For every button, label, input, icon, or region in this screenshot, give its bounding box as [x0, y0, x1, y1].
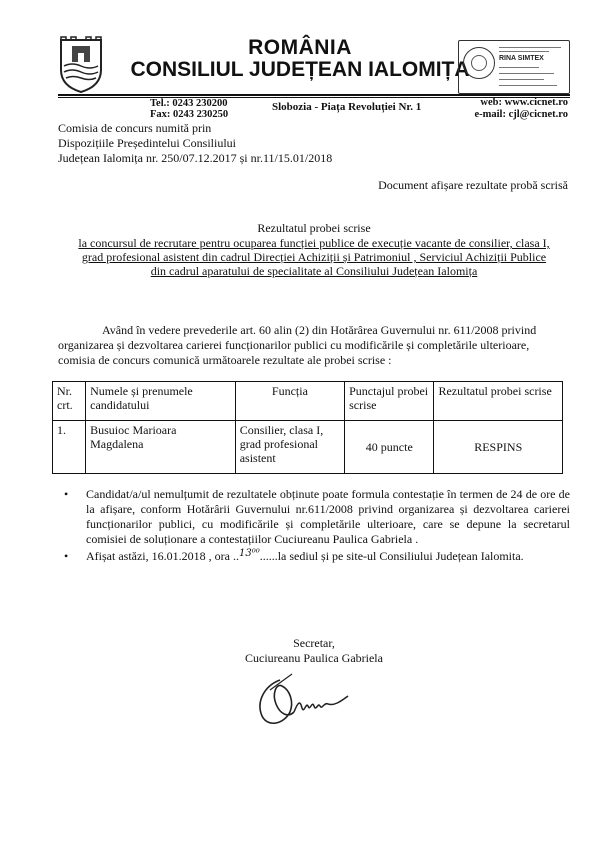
- notes-list: [58, 487, 570, 567]
- secretary-title: Secretar,: [293, 636, 335, 650]
- fax-number: Fax: 0243 230250: [150, 109, 229, 120]
- quality-certification-logo: [458, 40, 570, 94]
- results-table: [52, 381, 563, 474]
- county-coat-of-arms: [58, 36, 104, 94]
- list-item: [58, 549, 570, 565]
- result-subtitle-line-3: din cadrul aparatului de specialitate al Consiliului Județean Ialomița: [150, 264, 478, 278]
- posting-note-end: ......la sediul și pe site-ul Consiliului Județean Ialomita.: [259, 549, 524, 563]
- cell-function: Consilier, clasa I, grad profesional asistent: [235, 421, 344, 474]
- committee-line-1: Comisia de concurs numită prin: [58, 121, 212, 135]
- handwritten-time: 13⁰⁰: [238, 548, 260, 559]
- result-subtitle: [58, 236, 570, 278]
- email-link[interactable]: e-mail: cjl@cicnet.ro: [474, 109, 568, 120]
- cell-result: RESPINS: [434, 421, 563, 474]
- header-function: Funcția: [235, 382, 344, 421]
- committee-line-2: Dispozițiile Președintelui Consiliului: [58, 136, 236, 150]
- website-link[interactable]: web: www.cicnet.ro: [480, 97, 568, 108]
- table-row: [53, 421, 563, 474]
- header-nr: Nr. crt.: [53, 382, 86, 421]
- certification-brand: RINA SIMTEX: [499, 55, 544, 62]
- result-subtitle-line-2: grad profesional asistent din cadrul Direcției Achiziții și Patrimoniul , Serviciul Achiziții Publice: [81, 250, 547, 264]
- secretary-name: Cuciureanu Paulica Gabriela: [245, 651, 383, 665]
- intro-line-2: organizarea și dezvoltarea carierei funcționarilor publici cu modificările și completările ulterioare,: [58, 338, 530, 352]
- header-divider: [58, 94, 570, 96]
- contestation-note: Candidat/a/ul nemulțumit de rezultatele obținute poate formula contestație în termen de 24 de ore de la afișare, conform Hotărârii Guvernului nr.611/2008 privind organizarea și dezvoltarea carierei funcționarilor publici, cu modificările și completările ulterioare, care se depune la secretarul comisiei de soluționare a contestațiilor Cuciureanu Paulica Gabriela .: [86, 487, 570, 546]
- posting-note-start: Afișat astăzi, 16.01.2018 , ora ..: [86, 549, 239, 563]
- bullet-icon: •: [64, 487, 69, 501]
- cell-score: 40 puncte: [345, 421, 434, 474]
- certification-seal-icon: [463, 47, 495, 79]
- intro-line-3: comisia de concurs comunică următoarele rezultate ale probei scrise :: [58, 353, 392, 367]
- phone-number: Tel.: 0243 230200: [150, 98, 228, 109]
- institution-heading: CONSILIUL JUDEȚEAN IALOMIȚA: [130, 58, 470, 81]
- document-type-label: Document afișare rezultate probă scrisă: [378, 178, 568, 192]
- handwritten-signature: [250, 672, 360, 732]
- committee-line-3: Județean Ialomița nr. 250/07.12.2017 și nr.11/15.01/2018: [58, 151, 333, 165]
- bullet-icon: •: [64, 549, 69, 563]
- header-score: Punctajul probei scrise: [345, 382, 434, 421]
- header-result: Rezultatul probei scrise: [434, 382, 563, 421]
- table-header-row: [53, 382, 563, 421]
- intro-line-1: Având în vedere prevederile art. 60 alin (2) din Hotărârea Guvernului nr. 611/2008 privind: [102, 323, 537, 337]
- committee-reference: [58, 121, 332, 166]
- cell-name: Busuioc Marioara Magdalena: [86, 421, 236, 474]
- intro-paragraph: [58, 323, 570, 368]
- country-heading: ROMÂNIA: [248, 36, 352, 59]
- postal-address: Slobozia - Piața Revoluției Nr. 1: [272, 101, 422, 113]
- list-item: [58, 487, 570, 547]
- header-name: Numele și prenumele candidatului: [86, 382, 236, 421]
- result-subtitle-line-1: la concursul de recrutare pentru ocuparea funcției publice de execuție vacante de consilier, clasa I,: [78, 236, 550, 250]
- cell-nr: 1.: [53, 421, 86, 474]
- result-title: Rezultatul probei scrise: [257, 221, 371, 235]
